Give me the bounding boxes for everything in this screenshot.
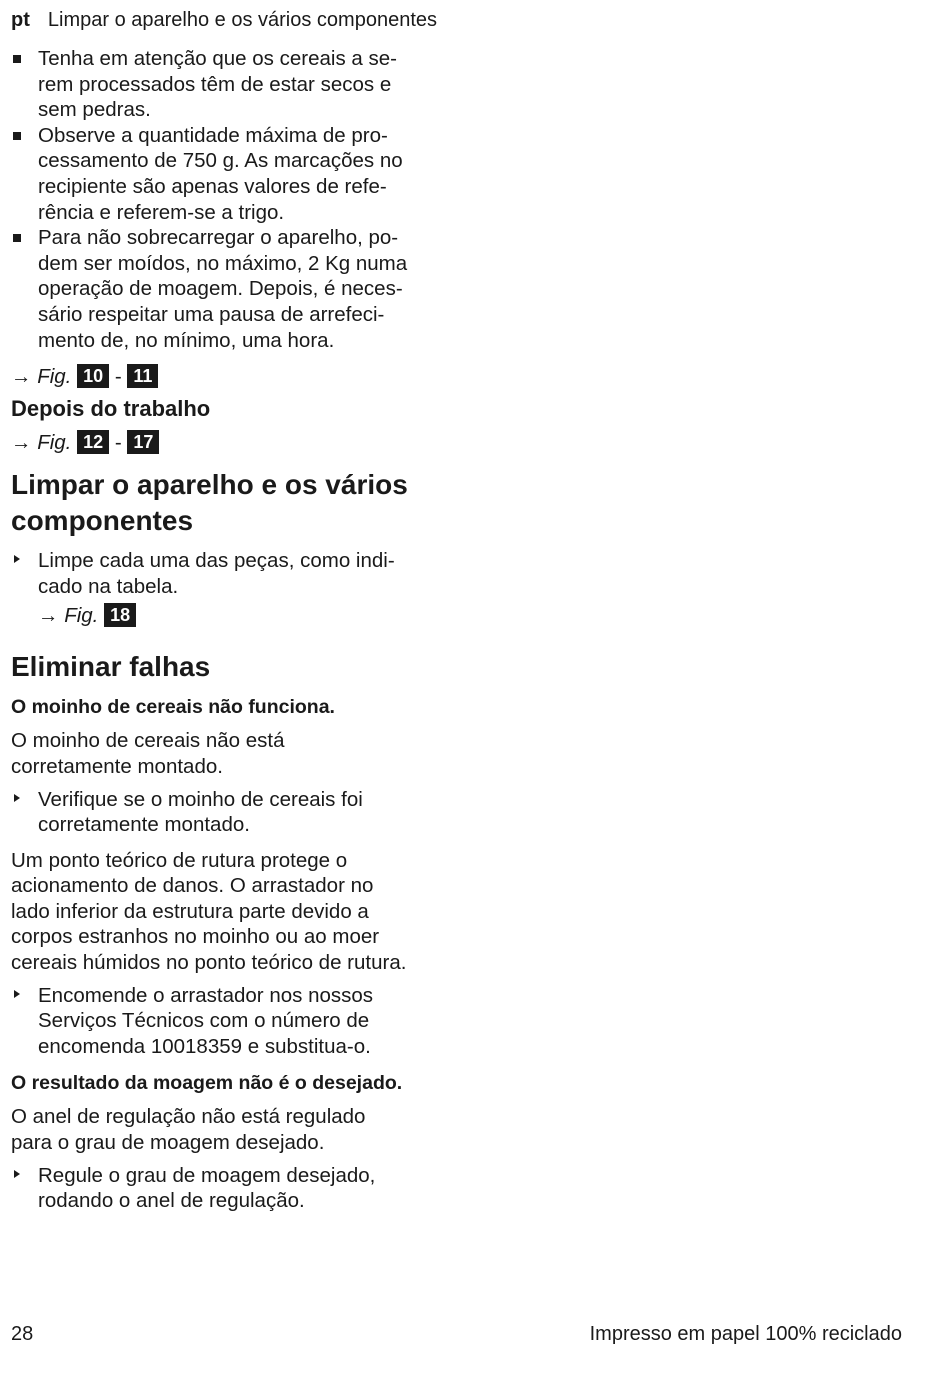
heading-line: Limpar o aparelho e os vários: [11, 469, 408, 501]
list-line: sário respeitar uma pausa de arrefeci-: [38, 302, 385, 326]
list-line: Tenha em atenção que os cereais a se-: [38, 47, 397, 70]
problem-title: O moinho de cereais não funciona.: [11, 696, 335, 719]
list-line: dem ser moídos, no máximo, 2 Kg numa: [38, 251, 408, 275]
header-title: Limpar o aparelho e os vários componentes: [47, 9, 438, 31]
fig-label: Fig.: [37, 431, 72, 455]
fig-label: Fig.: [37, 365, 72, 389]
triangle-bullet-icon: [14, 555, 20, 563]
square-bullet-icon: [13, 234, 21, 242]
problem-title: O resultado da moagem não é o desejado.: [11, 1072, 403, 1095]
fig-label: Fig.: [64, 604, 99, 628]
section-heading-cleaning: [11, 467, 461, 539]
paragraph-line: corretamente montado.: [11, 754, 223, 778]
page-number: 28: [11, 1323, 34, 1345]
step-line: cado na tabela.: [38, 574, 179, 598]
step-line: encomenda 10018359 e substitua-o.: [38, 1034, 371, 1058]
list-line: sem pedras.: [38, 98, 151, 122]
arrow-right-icon: →: [38, 604, 59, 628]
list-line: Para não sobrecarregar o aparelho, po-: [38, 226, 399, 250]
list-line: Observe a quantidade máxima de pro-: [38, 123, 388, 147]
figure-reference-12-17: [11, 429, 461, 457]
square-bullet-icon: [13, 55, 21, 63]
list-line: cessamento de 750 g. As marcações no: [38, 149, 403, 173]
figure-number-badge: 11: [127, 364, 158, 388]
cause-paragraph: [11, 1104, 461, 1155]
recycled-paper-note: Impresso em papel 100% reciclado: [589, 1323, 902, 1345]
figure-number-badge: 10: [77, 364, 109, 388]
step-line: Serviços Técnicos com o número de: [38, 1009, 370, 1033]
arrow-right-icon: →: [11, 431, 32, 455]
page-header: [11, 9, 437, 32]
paragraph-line: cereais húmidos no ponto teórico de rutura.: [11, 951, 407, 975]
list-item: [11, 46, 461, 123]
list-item: [11, 123, 461, 225]
range-separator: -: [114, 365, 122, 389]
paragraph-line: O moinho de cereais não está: [11, 729, 285, 753]
language-code: pt: [11, 9, 30, 31]
instruction-step: [11, 548, 461, 630]
bullet-list-top: [11, 46, 461, 353]
cause-paragraph: [11, 848, 461, 976]
instruction-step: [11, 787, 461, 838]
instruction-step: [11, 1163, 461, 1214]
figure-number-badge: 17: [127, 430, 159, 454]
paragraph-line: corpos estranhos no moinho ou ao moer: [11, 925, 380, 949]
figure-reference-18: [38, 602, 461, 630]
step-line: Limpe cada uma das peças, como indi-: [38, 549, 395, 573]
step-line: corretamente montado.: [38, 813, 250, 837]
instruction-step: [11, 983, 461, 1060]
triangle-bullet-icon: [14, 794, 20, 802]
triangle-bullet-icon: [14, 990, 20, 998]
range-separator: -: [114, 431, 122, 455]
paragraph-line: para o grau de moagem desejado.: [11, 1131, 325, 1155]
paragraph-line: acionamento de danos. O arrastador no: [11, 874, 374, 898]
list-line: recipiente são apenas valores de refe-: [38, 174, 387, 198]
square-bullet-icon: [13, 132, 21, 140]
step-line: Regule o grau de moagem desejado,: [38, 1163, 376, 1187]
paragraph-line: lado inferior da estrutura parte devido a: [11, 899, 369, 923]
list-line: mento de, no mínimo, uma hora.: [38, 328, 335, 352]
arrow-right-icon: →: [11, 365, 32, 389]
list-line: operação de moagem. Depois, é neces-: [38, 277, 403, 301]
figure-number-badge: 12: [77, 430, 109, 454]
list-line: rem processados têm de estar secos e: [38, 72, 392, 96]
step-line: Verifique se o moinho de cereais foi: [38, 787, 363, 811]
list-item: [11, 225, 461, 353]
section-heading-troubleshooting: Eliminar falhas: [11, 651, 211, 683]
figure-number-badge: 18: [104, 603, 136, 627]
triangle-bullet-icon: [14, 1170, 20, 1178]
figure-reference-10-11: [11, 363, 461, 391]
step-line: Encomende o arrastador nos nossos: [38, 983, 374, 1007]
paragraph-line: Um ponto teórico de rutura protege o: [11, 848, 348, 872]
paragraph-line: O anel de regulação não está regulado: [11, 1105, 366, 1129]
section-subheading: Depois do trabalho: [11, 396, 211, 422]
heading-line: componentes: [11, 505, 194, 537]
step-line: rodando o anel de regulação.: [38, 1189, 305, 1213]
cause-paragraph: [11, 728, 461, 779]
main-column: [11, 46, 461, 1214]
list-line: rência e referem-se a trigo.: [38, 200, 285, 224]
